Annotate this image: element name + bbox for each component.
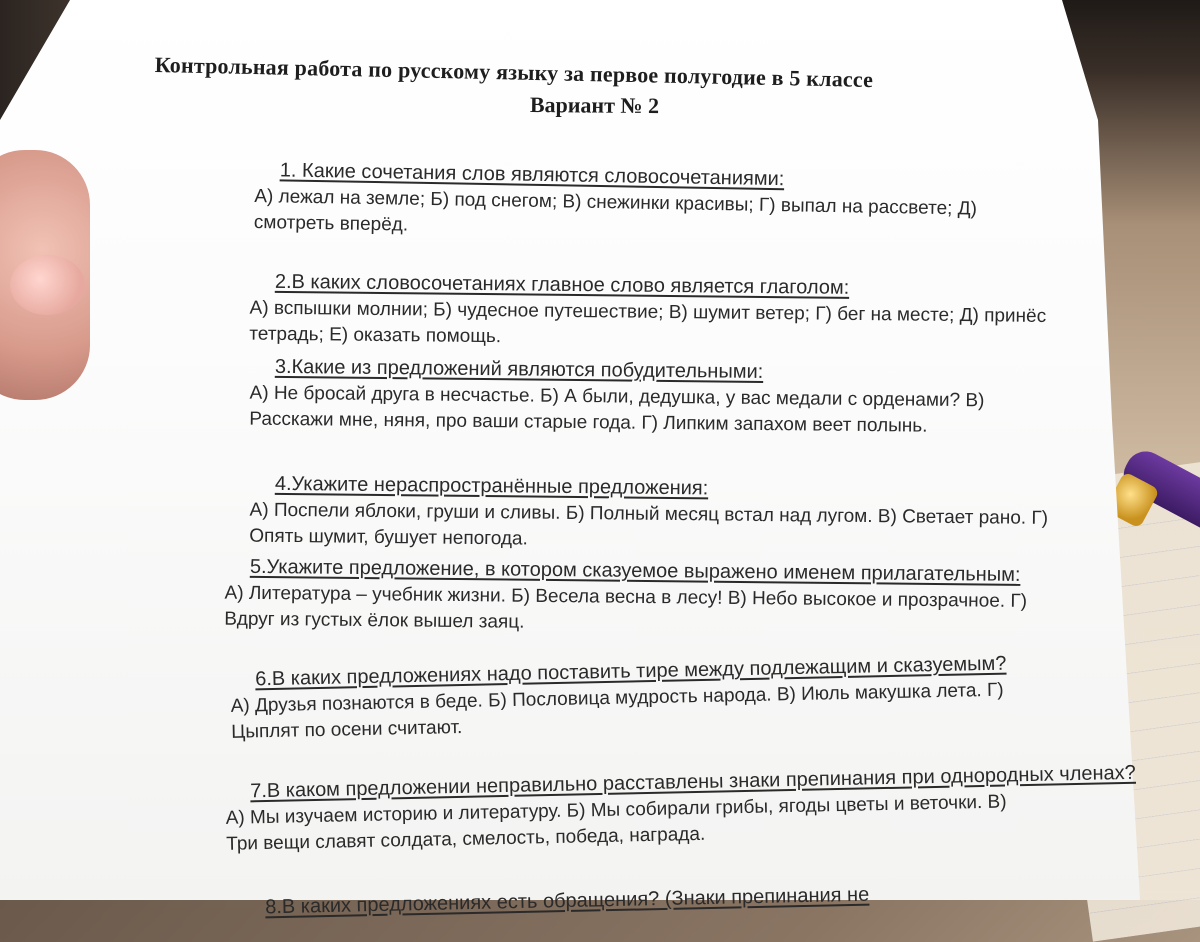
question-8	[185, 880, 1045, 923]
fingernail	[10, 255, 85, 315]
question-4	[194, 472, 1055, 558]
question-6	[175, 652, 1036, 747]
question-2	[194, 270, 1055, 356]
question-8-head: 8.В каких предложениях есть обращения? (Знаки препинания не	[264, 883, 870, 919]
question-4-body: А) Поспели яблоки, груши и сливы. Б) Полный месяц встал над лугом. В) Светает рано. Г) Опять шумит, бушует непогода.	[249, 499, 1049, 550]
question-1-head: 1. Какие сочетания слов являются словосочетаниями:	[279, 159, 785, 191]
question-5-head: 5.Укажите предложение, в котором сказуемое выражено именем прилагательным:	[249, 555, 1021, 586]
question-3-body: А) Не бросай друга в несчастье. Б) А были, дедушка, у вас медали с орденами? В) Расскажи мне, няня, про ваши старые года. Г) Липким запахом веет полынь.	[249, 382, 985, 437]
document-content	[145, 40, 1137, 919]
question-5	[169, 555, 1030, 641]
question-1-body: А) лежал на земле; Б) под снегом; В) снежинки красивы; Г) выпал на рассвете; Д) смотреть вперёд.	[253, 185, 978, 236]
question-7-body: А) Мы изучаем историю и литературу. Б) Мы собирали грибы, ягоды цветы и веточки. В) Три вещи славят солдата, смелость, победа, награда.	[225, 791, 1007, 855]
question-1	[199, 158, 1060, 250]
question-6-body: А) Друзья познаются в беде. Б) Пословица мудрость народа. В) Июль макушка лета. Г) Цыплят по осени считают.	[230, 679, 1004, 743]
question-7-head: 7.В каком предложении неправильно расставлены знаки препинания при однородных членах?	[249, 761, 1137, 803]
document-subtitle: Вариант № 2	[529, 92, 660, 119]
question-6-head: 6.В каких предложениях надо поставить тире между подлежащим и сказуемым?	[254, 652, 1007, 691]
question-7	[170, 761, 1137, 859]
question-3	[194, 355, 1055, 441]
question-4-head: 4.Укажите нераспространённые предложения:	[274, 472, 709, 500]
question-3-head: 3.Какие из предложений являются побудительными:	[274, 355, 764, 383]
question-2-body: А) вспышки молнии; Б) чудесное путешествие; В) шумит ветер; Г) бег на месте; Д) принёс тетрадь; Е) оказать помощь.	[249, 297, 1047, 348]
document-title: Контрольная работа по русскому языку за первое полугодие в 5 классе	[154, 52, 874, 93]
question-5-body: А) Литература – учебник жизни. Б) Весела весна в лесу! В) Небо высокое и прозрачное. Г) Вдруг из густых ёлок вышел заяц.	[224, 582, 1028, 633]
question-2-head: 2.В каких словосочетаниях главное слово является глаголом:	[274, 270, 850, 299]
